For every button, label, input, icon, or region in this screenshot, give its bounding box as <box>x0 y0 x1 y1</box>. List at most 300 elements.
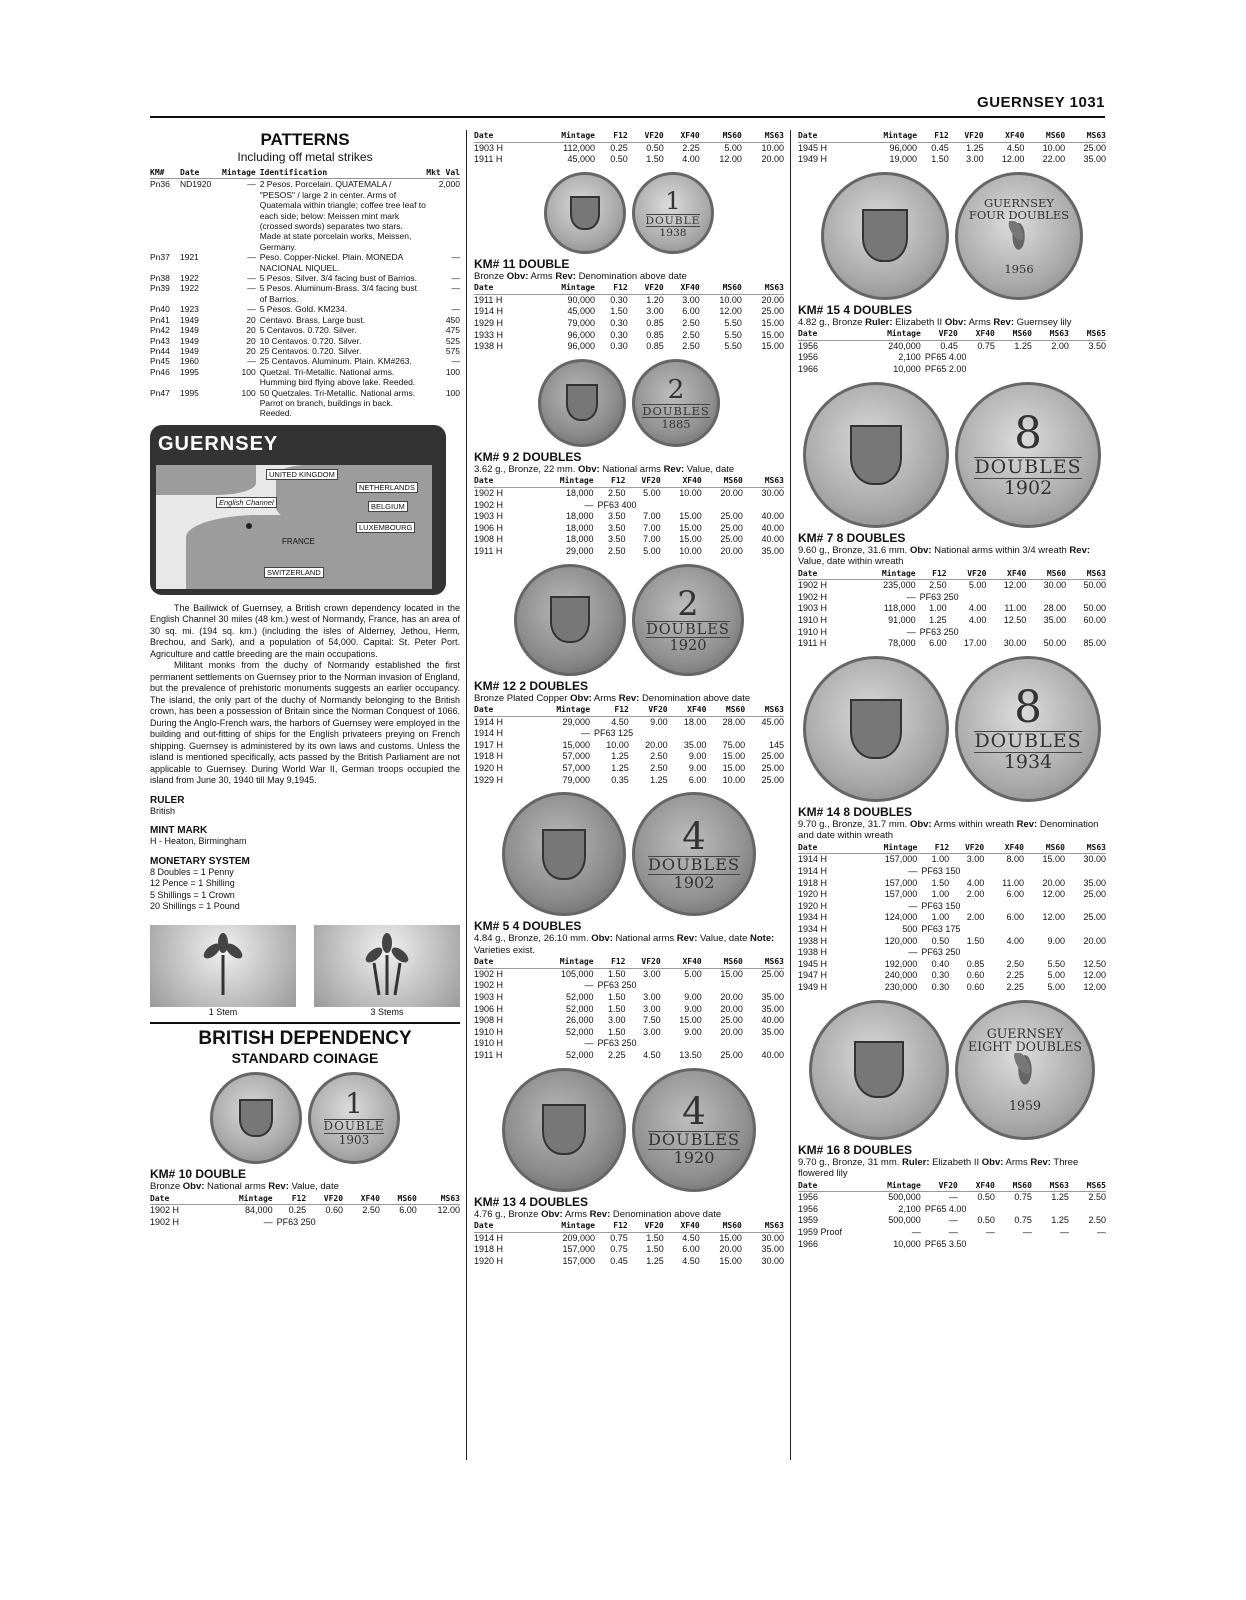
pattern-cell-mintage: — <box>247 356 256 367</box>
coin-images-km15 <box>798 172 1106 300</box>
table-row <box>474 294 784 306</box>
coin-obverse <box>803 382 949 528</box>
table-cell: 18,000 <box>565 511 594 522</box>
table-cell: 10.00 <box>761 142 784 153</box>
table-cell: 0.50 <box>646 142 664 153</box>
coin-reverse <box>955 656 1101 802</box>
table-row <box>474 1050 784 1062</box>
table-cell: 30.00 <box>761 1232 784 1243</box>
table-row <box>474 980 784 992</box>
reverse-year: 1903 <box>338 1132 370 1147</box>
pattern-cell-val: 575 <box>445 345 460 356</box>
pattern-row <box>150 315 460 325</box>
coin-desc-rev-label: Rev: <box>618 692 640 704</box>
table-cell: PF63 250 <box>919 626 959 637</box>
table-cell: 1.25 <box>1051 1192 1069 1203</box>
table-cell: 12.00 <box>1042 912 1065 923</box>
reverse-legend <box>647 813 741 892</box>
table-cell: 2.50 <box>682 341 700 352</box>
pattern-cell-id: 5 Pesos. Gold. KM234. <box>259 304 348 315</box>
col-header: MS63 <box>440 1193 460 1203</box>
table-cell: 25.00 <box>761 774 784 785</box>
table-cell: 10,000 <box>893 1238 921 1249</box>
table-cell: 1908 H <box>474 1015 504 1026</box>
table-cell: 1911 H <box>474 545 503 556</box>
col-header: Date <box>798 568 818 578</box>
table-cell: 6.00 <box>682 306 700 317</box>
table-cell: 3.50 <box>1088 340 1106 351</box>
coin-desc-meta: 9.60 g., Bronze, 31.6 mm. <box>798 544 908 556</box>
reverse-year: 1920 <box>673 1148 715 1168</box>
table-cell: 3.00 <box>607 1015 626 1026</box>
table-cell: 15.00 <box>679 534 702 545</box>
table-row <box>798 982 1106 994</box>
arms-shield-icon <box>854 1041 904 1099</box>
table-cell: 1956 <box>798 1192 819 1203</box>
table-row <box>474 523 784 535</box>
coin-description <box>474 1209 784 1221</box>
table-cell: 35.00 <box>683 739 707 750</box>
col-header: Date <box>474 957 494 967</box>
pattern-cell-date: 1921 <box>180 252 199 263</box>
col-header: KM# <box>150 168 165 177</box>
table-row <box>798 364 1106 376</box>
pattern-cell-val: — <box>451 252 460 263</box>
col-header: VF20 <box>641 957 661 967</box>
pattern-cell-mintage: 20 <box>246 345 256 356</box>
coin-images-km10 <box>150 1072 460 1164</box>
coin-obverse <box>803 656 949 802</box>
table-cell: PF65 2.00 <box>924 364 967 375</box>
col-header: Date <box>474 1221 494 1230</box>
coin-desc-obv-label: Obv: <box>909 818 932 830</box>
table-cell: 0.35 <box>611 774 629 785</box>
pattern-cell-km: Pn37 <box>150 252 170 263</box>
table-cell: 2.50 <box>929 580 947 591</box>
pattern-cell-id: 5 Pesos. Aluminum-Brass. 3/4 facing bust of Barrios. <box>259 283 418 304</box>
table-row <box>474 1244 784 1256</box>
coin-images-km9 <box>474 359 784 447</box>
table-cell: 79,000 <box>562 774 591 785</box>
pattern-cell-km: Pn38 <box>150 273 170 284</box>
table-cell: 0.50 <box>610 154 628 165</box>
table-row <box>474 1004 784 1016</box>
table-cell: 1914 H <box>474 728 504 739</box>
table-cell: 1959 Proof <box>798 1226 843 1237</box>
table-cell: 1903 H <box>474 511 504 522</box>
coin-desc-obv: Arms <box>530 270 553 282</box>
table-cell: 57,000 <box>562 751 591 762</box>
coin-images-km11 <box>474 172 784 254</box>
coin-desc-obv-label: Obv: <box>541 1208 563 1220</box>
table-cell: — <box>908 900 918 911</box>
coin-description <box>474 933 784 956</box>
reverse-value: 4 <box>682 1089 706 1134</box>
lily-flower-icon <box>993 221 1044 259</box>
table-cell: 3.00 <box>643 1026 661 1037</box>
table-cell: 500 <box>902 923 918 934</box>
coin-title: KM# 14 8 DOUBLES <box>798 804 913 819</box>
reverse-value: 2 <box>677 583 699 623</box>
table-cell: 13.50 <box>679 1049 702 1060</box>
coin-block-km10 <box>150 1072 460 1228</box>
table-cell: 3.00 <box>643 968 661 979</box>
col-header: MS63 <box>764 283 784 293</box>
pattern-cell-id: Quetzal. Tri-Metallic. National arms. Humming bird flying above lake. Reeded. <box>259 366 416 388</box>
table-cell: 2.25 <box>607 1049 626 1060</box>
col-header: XF40 <box>680 1221 700 1230</box>
table-cell: 29,000 <box>565 545 594 556</box>
table-row <box>474 154 784 166</box>
table-cell: 0.60 <box>966 970 985 981</box>
pattern-row <box>150 273 460 283</box>
table-cell: 35.00 <box>1083 877 1106 888</box>
table-cell: 0.25 <box>610 142 628 153</box>
intro-paragraph: Militant monks from the duchy of Normandy established the first permanent settlements on Guernsey prior to the Norman invasion of England, but the prevalence of prehistoric monuments suggests an earlier occupancy. The island, the only part of the duchy of Normandy belonging to the British crown, has been a possession of Britain since the Norman Conquest of 1066. During the Anglo-French wars, the harbors of Guernsey were employed in the building and out-fitting of ships for the English privateers preying on French shipping. Guernsey is administered by its own laws and customs. Unless the island is mentioned specifically, acts passed by the British Parliament are not applicable to Guernsey. During World War II, German troops occupied the island from June 30, 1940 till May 9,1945. <box>150 660 460 786</box>
table-row <box>798 627 1106 639</box>
pattern-cell-km: Pn45 <box>150 356 170 367</box>
table-cell: 7.00 <box>643 522 661 533</box>
coin-desc-ruler: Elizabeth II <box>932 1156 980 1168</box>
pattern-cell-id: 25 Centavos. Aluminum. Plain. KM#263. <box>259 356 412 367</box>
table-row <box>798 615 1106 627</box>
table-row <box>474 1256 784 1268</box>
table-row <box>474 1027 784 1039</box>
table-cell: — <box>906 626 916 637</box>
table-cell: 105,000 <box>560 968 594 979</box>
table-cell: — <box>584 1038 594 1049</box>
coin-reverse <box>955 172 1083 300</box>
table-cell: 35.00 <box>761 1003 784 1014</box>
table-cell: 10,000 <box>893 364 921 375</box>
table-cell: 7.00 <box>643 534 661 545</box>
table-row <box>474 1015 784 1027</box>
table-cell: 209,000 <box>562 1232 595 1243</box>
table-cell: 1902 H <box>798 591 828 602</box>
table-cell: 20.00 <box>720 487 743 498</box>
table-cell: 3.00 <box>646 306 664 317</box>
table-cell: 6.00 <box>1006 889 1024 900</box>
coin-images-km5 <box>474 792 784 916</box>
coin-reverse <box>632 172 714 254</box>
col-header: XF40 <box>680 131 700 140</box>
pattern-cell-mintage: 20 <box>246 314 256 325</box>
col-header: MS63 <box>764 131 784 140</box>
coin-obverse <box>210 1072 302 1164</box>
col-header: XF40 <box>360 1193 380 1203</box>
table-cell: 40.00 <box>761 522 784 533</box>
coin-block-km16 <box>798 1000 1106 1251</box>
table-cell: PF63 250 <box>597 980 637 991</box>
reverse-legend <box>958 197 1080 275</box>
pattern-row <box>150 283 460 304</box>
table-cell: 35.00 <box>1083 154 1106 165</box>
pattern-cell-id: 2 Pesos. Porcelain. QUATEMALA / "PESOS" / large 2 in center. Arms of Quatemala within triangle; coffee tree leaf to each side; below: Meissen mint mark (crossed swords) separates two stars. Made at state porcelain works, Meissen, Germany. <box>259 179 426 252</box>
col-header: F12 <box>614 705 629 714</box>
table-cell: 1934 H <box>798 912 828 923</box>
coin-desc-obv: Arms <box>1005 1156 1028 1168</box>
table-cell: PF63 125 <box>594 728 634 739</box>
col-header: VF20 <box>644 283 664 293</box>
table-cell: 0.75 <box>1014 1192 1032 1203</box>
col-header: Date <box>180 168 200 177</box>
table-cell: 2.50 <box>682 318 700 329</box>
table-cell: 1.50 <box>646 154 664 165</box>
reverse-legend <box>642 373 710 431</box>
col-header: MS60 <box>723 957 743 967</box>
col-header: VF20 <box>648 705 668 714</box>
coin-description <box>798 317 1106 329</box>
col-header: VF20 <box>964 842 985 852</box>
table-cell: 52,000 <box>565 1003 594 1014</box>
table-cell: 0.45 <box>931 142 949 153</box>
table-cell: 45,000 <box>567 306 595 317</box>
table-cell: 25.00 <box>1083 912 1106 923</box>
guernsey-map <box>150 425 446 595</box>
col-header: VF20 <box>938 329 958 339</box>
stem-caption: 1 Stem <box>208 1006 238 1017</box>
table-cell: 4.00 <box>682 154 700 165</box>
table-row <box>474 142 784 154</box>
table-cell: PF63 175 <box>921 923 961 934</box>
pattern-cell-val: — <box>451 304 460 315</box>
col-header: VF20 <box>967 568 987 578</box>
table-cell: 1918 H <box>798 877 828 888</box>
coin-title: KM# 12 2 DOUBLES <box>474 678 589 693</box>
table-cell: 18,000 <box>565 522 594 533</box>
coin-images-km7 <box>798 382 1106 528</box>
monetary-line: 20 Shillings = 1 Pound <box>150 901 240 912</box>
arms-shield-icon <box>862 209 907 262</box>
coin-images-km12 <box>474 564 784 676</box>
pattern-cell-mintage: — <box>247 179 256 190</box>
table-cell: 40.00 <box>761 1015 784 1026</box>
coin-table <box>474 282 784 353</box>
table-cell: 6.00 <box>1006 912 1024 923</box>
col-header: MS60 <box>397 1193 417 1203</box>
table-row <box>798 142 1106 154</box>
pattern-cell-km: Pn44 <box>150 345 170 356</box>
table-cell: — <box>584 980 594 991</box>
pattern-row <box>150 304 460 314</box>
table-cell: 2.00 <box>1051 340 1069 351</box>
reverse-year: 1938 <box>659 225 687 239</box>
table-cell: 20.00 <box>1083 935 1106 946</box>
table-cell: 20.00 <box>720 991 743 1002</box>
pattern-cell-mintage: 20 <box>246 325 256 336</box>
table-cell: 15.00 <box>719 1232 742 1243</box>
col-header: Date <box>798 842 818 852</box>
col-header: Date <box>474 283 494 293</box>
pattern-cell-date: ND1920 <box>180 179 212 190</box>
coin-block-km12 <box>474 564 784 787</box>
table-row <box>474 318 784 330</box>
reverse-legend <box>974 681 1082 773</box>
table-row <box>798 866 1106 878</box>
table-cell: 0.60 <box>325 1205 344 1216</box>
col-header: Mintage <box>559 476 594 486</box>
coin-desc-obv: National arms <box>602 463 661 475</box>
table-cell: 0.50 <box>977 1192 995 1203</box>
table-cell: 0.30 <box>610 329 628 340</box>
table-cell: 40.00 <box>761 511 784 522</box>
table-row <box>798 924 1106 936</box>
table-cell: 1910 H <box>474 1026 504 1037</box>
arms-shield-icon <box>566 384 598 421</box>
col-header: Mintage <box>883 842 918 852</box>
map-area <box>156 465 432 589</box>
table-cell: 96,000 <box>567 341 595 352</box>
coin-block-km15 <box>798 172 1106 376</box>
coin-title: KM# 15 4 DOUBLES <box>798 302 913 317</box>
coin-desc-meta: Bronze <box>474 270 505 282</box>
coin-title: KM# 9 2 DOUBLES <box>474 449 582 464</box>
coin-reverse <box>308 1072 400 1164</box>
coin-desc-obv: Arms <box>968 316 991 328</box>
table-row <box>798 352 1106 364</box>
table-cell: 1933 H <box>474 329 504 340</box>
table-row <box>798 912 1106 924</box>
table-cell: 85.00 <box>1083 638 1106 649</box>
pattern-cell-val: — <box>451 273 460 284</box>
table-cell: 1949 H <box>798 154 828 165</box>
table-cell: 12.00 <box>437 1205 460 1216</box>
coin-obverse <box>502 792 626 916</box>
british-subtitle: STANDARD COINAGE <box>231 1050 379 1067</box>
pattern-cell-km: Pn39 <box>150 283 170 294</box>
table-cell: 0.30 <box>610 294 628 305</box>
coin-desc-ruler-label: Ruler: <box>902 1156 930 1168</box>
table-cell: 52,000 <box>565 1049 594 1060</box>
coin-table-km10-cont <box>474 130 784 166</box>
reverse-denomination: DOUBLES <box>974 455 1082 478</box>
table-cell: 30.00 <box>761 487 784 498</box>
coin-desc-meta: 4.84 g., Bronze, 26.10 mm. <box>474 933 589 945</box>
table-cell: 15.00 <box>720 968 743 979</box>
table-cell: 4.00 <box>968 615 987 626</box>
coin-desc-obv: National arms <box>207 1181 266 1193</box>
table-cell: 0.30 <box>931 981 950 992</box>
table-cell: 7.50 <box>643 1015 661 1026</box>
table-cell: 1914 H <box>474 1232 504 1243</box>
table-cell: 50.00 <box>1043 638 1067 649</box>
col-header: VF20 <box>644 131 664 140</box>
table-cell: 15,000 <box>562 739 591 750</box>
table-cell: 12.00 <box>1003 580 1027 591</box>
table-cell: 78,000 <box>888 638 916 649</box>
table-cell: 2,100 <box>898 1203 921 1214</box>
arms-shield-icon <box>239 1099 272 1137</box>
table-cell: 1902 H <box>150 1216 180 1227</box>
table-cell: — <box>908 866 918 876</box>
column-right <box>798 130 1106 1250</box>
table-cell: 1902 H <box>150 1205 180 1216</box>
pattern-cell-val: 100 <box>445 387 460 398</box>
table-cell: 1902 H <box>474 968 504 979</box>
col-header: Mintage <box>561 283 595 293</box>
table-cell: 1947 H <box>798 970 828 981</box>
table-cell: 12.50 <box>1003 615 1027 626</box>
coin-desc-rev-label: Rev: <box>555 270 576 282</box>
coin-block-km14 <box>798 656 1106 994</box>
table-cell: 10.00 <box>719 294 742 305</box>
coin-block-km5 <box>474 792 784 1061</box>
reverse-value: 1 <box>665 185 681 215</box>
table-cell: 6.00 <box>399 1205 417 1216</box>
coin-desc-rev: Denomination above date <box>612 1208 722 1220</box>
table-cell: 12.00 <box>719 306 742 317</box>
reverse-value: 1 <box>345 1087 363 1121</box>
pattern-row <box>150 179 460 252</box>
coin-desc-rev-label: Rev: <box>589 1208 611 1220</box>
table-cell: 2.00 <box>966 912 985 923</box>
col-header: VF20 <box>938 1180 958 1190</box>
table-cell: 57,000 <box>562 762 591 773</box>
table-cell: 30.00 <box>1003 638 1027 649</box>
table-cell: PF63 250 <box>276 1216 316 1227</box>
reverse-value: 2 <box>667 373 685 405</box>
table-cell: 25.00 <box>1083 889 1106 900</box>
table-cell: PF63 250 <box>921 947 961 958</box>
coin-desc-obv: Arms within wreath <box>933 818 1014 830</box>
table-cell: 40.00 <box>761 534 784 545</box>
column-divider <box>790 130 791 1460</box>
table-cell: PF63 250 <box>919 591 959 602</box>
table-cell: 26,000 <box>565 1015 594 1026</box>
table-cell: 6.00 <box>688 774 707 785</box>
coin-desc-rev-label: Rev: <box>268 1181 289 1193</box>
table-cell: 0.75 <box>977 340 995 351</box>
col-header: F12 <box>932 568 947 578</box>
table-row <box>474 740 784 752</box>
table-row <box>474 1038 784 1050</box>
coin-table <box>474 475 784 557</box>
table-cell: 1918 H <box>474 1244 504 1255</box>
table-cell: 15.00 <box>722 762 746 773</box>
col-header: XF40 <box>1004 842 1024 852</box>
map-label: BELGIUM <box>368 501 408 512</box>
table-row <box>474 1232 784 1244</box>
reverse-year: 1902 <box>1003 476 1053 499</box>
table-row <box>474 716 784 728</box>
coin-desc-meta: Bronze <box>150 1181 181 1193</box>
table-cell: 2.50 <box>1088 1215 1106 1226</box>
coin-reverse <box>632 564 744 676</box>
pattern-cell-date: 1960 <box>180 356 199 367</box>
table-cell: 1956 <box>798 1203 819 1214</box>
coin-desc-obv: National arms within 3/4 wreath <box>934 544 1067 556</box>
pattern-cell-val: 450 <box>445 314 460 325</box>
table-cell: 9.00 <box>650 716 668 727</box>
table-cell: 0.75 <box>610 1232 628 1243</box>
three-stems-icon <box>314 925 460 1007</box>
table-cell: 235,000 <box>883 580 916 591</box>
table-cell: 1914 H <box>474 716 504 727</box>
coin-obverse <box>538 359 626 447</box>
table-cell: 20.00 <box>645 739 668 750</box>
table-cell: 17.00 <box>963 638 987 649</box>
monetary-line: 5 Shillings = 1 Crown <box>150 889 235 900</box>
col-header: Date <box>474 131 494 140</box>
stem-image <box>150 925 296 1007</box>
british-title: BRITISH DEPENDENCY <box>198 1028 412 1050</box>
table-cell: 5.00 <box>643 487 661 498</box>
coin-desc-obv-label: Obv: <box>506 270 529 282</box>
stem-image <box>314 925 460 1007</box>
patterns-subtitle: Including off metal strikes <box>237 150 373 164</box>
col-header: XF40 <box>975 329 995 339</box>
table-cell: 35.00 <box>761 1026 784 1037</box>
